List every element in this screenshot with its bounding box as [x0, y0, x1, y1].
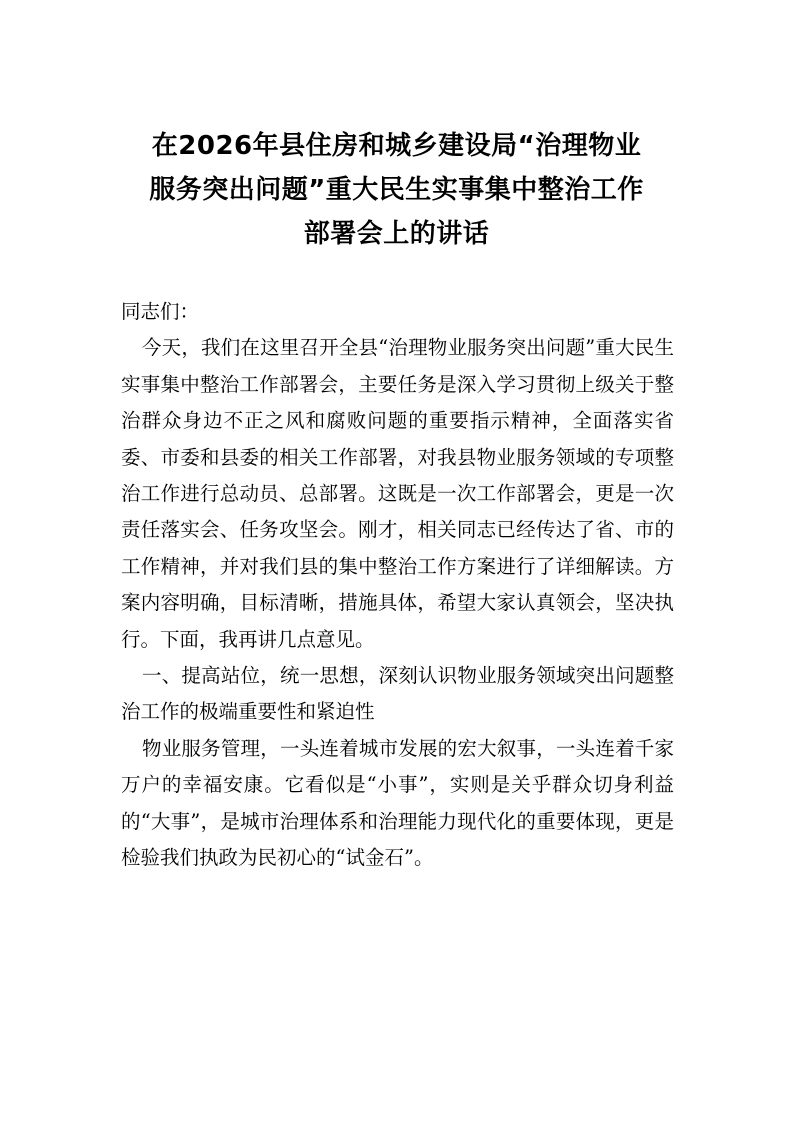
salutation: 同志们：: [121, 300, 200, 323]
title-line: 在2026年县住房和城乡建设局“治理物业: [151, 131, 642, 161]
title-line: 服务突出问题”重大民生实事集中整治工作: [149, 175, 644, 205]
section-heading: 一、提高站位，统一思想，深刻认识物业服务领域突出问题整治工作的极端重要性和紧迫性: [121, 664, 674, 724]
title-line: 部署会上的讲话: [303, 219, 490, 249]
document-body: [121, 294, 674, 877]
paragraph: 今天，我们在这里召开全县“治理物业服务突出问题”重大民生实事集中整治工作部署会，主要任务是深入学习贯彻上级关于整治群众身边不正之风和腐败问题的重要指示精神，全面落实省委、市委和县委的相关工作部署，对我县物业服务领域的专项整治工作进行总动员、总部署。这既是一次工作部署会，更是一次责任落实会、任务攻坚会。刚才，相关同志已经传达了省、市的工作精神，并对我们县的集中整治工作方案进行了详细解读。方案内容明确，目标清晰，措施具体，希望大家认真领会，坚决执行。下面，我再讲几点意见。: [121, 336, 674, 651]
document-title: [110, 124, 683, 256]
paragraph: 物业服务管理，一头连着城市发展的宏大叙事，一头连着千家万户的幸福安康。它看似是“小事”，实则是关乎群众切身利益的“大事”，是城市治理体系和治理能力现代化的重要体现，更是检验我们执政为民初心的“试金石”。: [121, 736, 674, 870]
